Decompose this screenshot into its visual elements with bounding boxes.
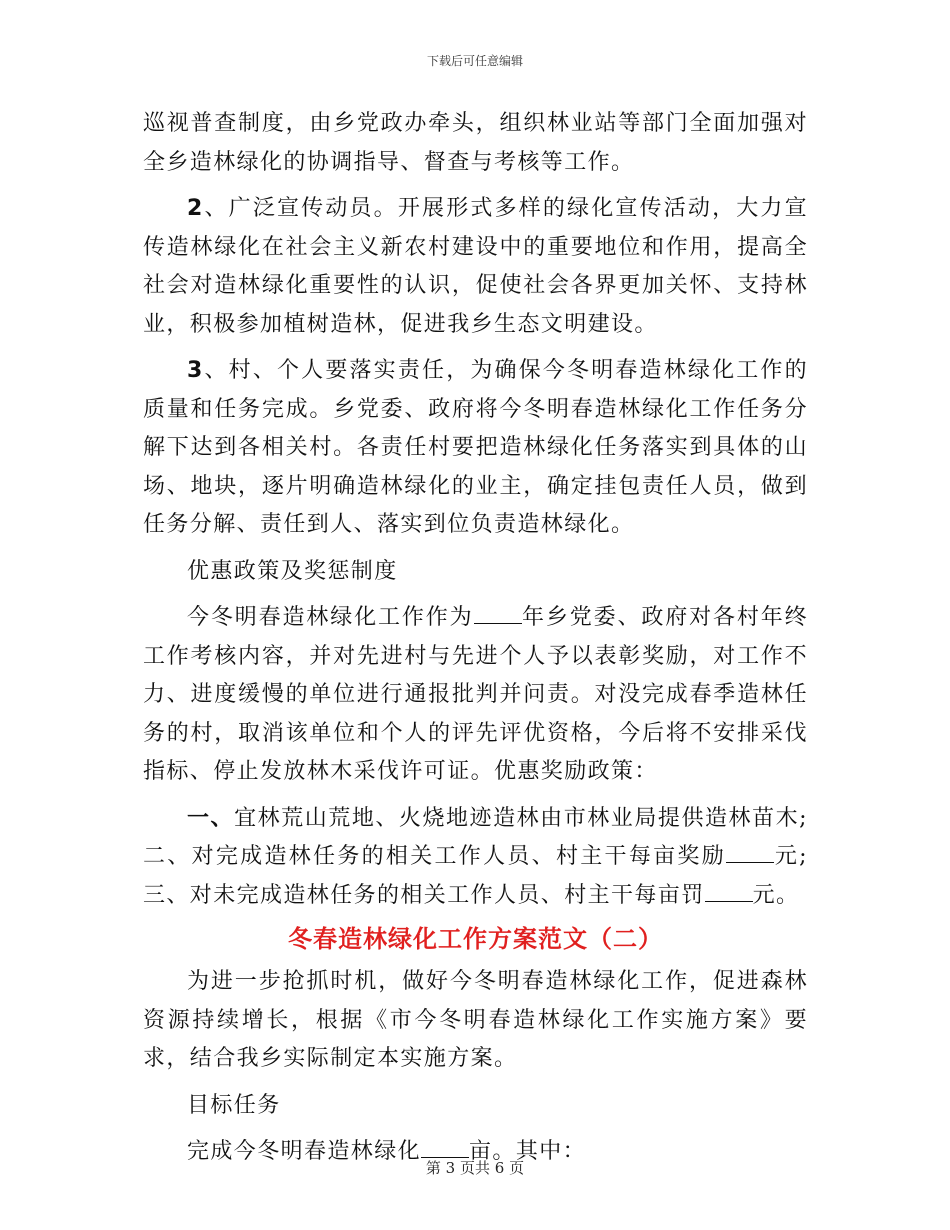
fill-blank [421,1139,469,1158]
paragraph-text: 宜林荒山荒地、火烧地迹造林由市林业局提供造林苗木;二、对完成造林任务的相关工作人员、村主干每亩奖励 [143,805,808,869]
paragraph-text: 巡视普查制度，由乡党政办牵头，组织林业站等部门全面加强对全乡造林绿化的协调指导、督查与考核等工作。 [143,111,808,175]
paragraph-text: 今冬明春造林绿化工作作为 [187,605,474,630]
paragraph-text: 元。 [752,882,800,908]
fill-blank [726,844,774,863]
paragraph-text: 亩。其中： [469,1139,587,1164]
paragraph-rewards [143,800,808,916]
fill-blank [474,605,522,624]
paragraph-text: 年乡党委、政府对各村年终工作考核内容，并对先进村与先进个人予以表彰奖励，对工作不力、进度缓慢的单位进行通报批判并问责。对没完成春季造林任务的村，取消该单位和个人的评先评优资格，今后将不安排采伐指标、停止发放林木采伐许可证。优惠奖励政策： [143,605,808,784]
paragraph-text: 完成今冬明春造林绿化 [187,1139,422,1164]
page-footer: 第 3 页共 6 页 [425,1159,525,1177]
document-body [143,105,808,1172]
paragraph-item-3 [143,352,808,545]
section-title: 冬春造林绿化工作方案范文（二） [288,925,663,953]
paragraph-item-2 [143,190,808,344]
page-header: 下载后可任意编辑 [426,54,523,68]
paragraph-text: 、广泛宣传动员。开展形式多样的绿化宣传活动，大力宣传造林绿化在社会主义新农村建设中的重要地位和作用，提高全社会对造林绿化重要性的认识，促使社会各界更加关怀、支持林业，积极参加植树造林，促进我乡生态文明建设。 [143,196,808,337]
fill-blank [705,883,753,902]
section-heading-goal: 目标任务 [187,1092,281,1118]
paragraph-continuation [143,105,808,182]
paragraph-text: 、村、个人要落实责任，为确保今冬明春造林绿化工作的质量和任务完成。乡党委、政府将今冬明春造林绿化工作任务分解下达到各相关村。各责任村要把造林绿化任务落实到具体的山场、地块，逐片明确造林绿化的业主，确定挂包责任人员，做到任务分解、责任到人、落实到位负责造林绿化。 [143,358,808,537]
paragraph-text: 元;三、对未完成造林任务的相关工作人员、村主干每亩罚 [143,844,808,908]
section-heading-policy: 优惠政策及奖惩制度 [187,558,398,584]
item-number: 一、 [187,805,235,831]
paragraph-policy [143,599,808,792]
paragraph-intro: 为进一步抢抓时机，做好今冬明春造林绿化工作，促进森林资源持续增长，根据《市今冬明春造林绿化工作实施方案》要求，结合我乡实际制定本实施方案。 [143,969,808,1071]
item-number: 2 [187,196,204,221]
item-number: 3 [187,358,204,383]
